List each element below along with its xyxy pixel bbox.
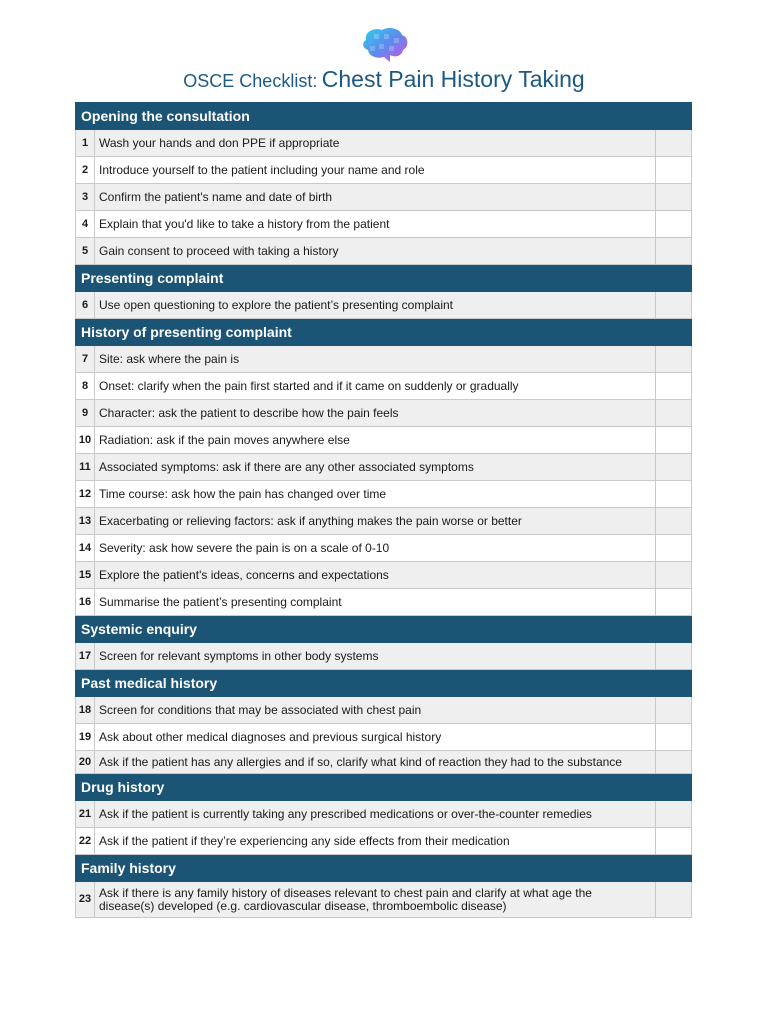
item-checkbox[interactable] bbox=[655, 801, 691, 828]
checklist-item bbox=[76, 801, 692, 828]
section-title: Systemic enquiry bbox=[76, 616, 692, 643]
checklist-item bbox=[76, 882, 692, 918]
item-text: Ask if the patient if they’re experiencing any side effects from their medication bbox=[95, 828, 656, 855]
checklist-item bbox=[76, 157, 692, 184]
title-main: Chest Pain History Taking bbox=[321, 66, 585, 92]
checklist-item bbox=[76, 562, 692, 589]
section-header bbox=[76, 616, 692, 643]
checklist-item bbox=[76, 828, 692, 855]
item-number: 12 bbox=[76, 481, 95, 508]
item-text: Exacerbating or relieving factors: ask if anything makes the pain worse or better bbox=[95, 508, 656, 535]
item-text: Gain consent to proceed with taking a history bbox=[95, 238, 656, 265]
checklist-item bbox=[76, 238, 692, 265]
item-number: 21 bbox=[76, 801, 95, 828]
item-number: 1 bbox=[76, 130, 95, 157]
item-checkbox[interactable] bbox=[655, 508, 691, 535]
checklist-item bbox=[76, 427, 692, 454]
item-text: Associated symptoms: ask if there are any other associated symptoms bbox=[95, 454, 656, 481]
section-header bbox=[76, 670, 692, 697]
item-checkbox[interactable] bbox=[655, 882, 691, 918]
item-text: Explore the patient's ideas, concerns and expectations bbox=[95, 562, 656, 589]
item-text: Wash your hands and don PPE if appropriate bbox=[95, 130, 656, 157]
item-checkbox[interactable] bbox=[655, 828, 691, 855]
item-number: 20 bbox=[76, 751, 95, 774]
checklist-item bbox=[76, 130, 692, 157]
item-number: 2 bbox=[76, 157, 95, 184]
item-number: 13 bbox=[76, 508, 95, 535]
checklist-table bbox=[75, 102, 692, 918]
item-text: Time course: ask how the pain has changed over time bbox=[95, 481, 656, 508]
item-checkbox[interactable] bbox=[655, 589, 691, 616]
checklist-item bbox=[76, 373, 692, 400]
item-text: Introduce yourself to the patient including your name and role bbox=[95, 157, 656, 184]
item-number: 10 bbox=[76, 427, 95, 454]
section-header bbox=[76, 855, 692, 882]
checklist-item bbox=[76, 697, 692, 724]
section-header bbox=[76, 319, 692, 346]
brain-logo-icon bbox=[360, 26, 410, 64]
checklist-item bbox=[76, 589, 692, 616]
item-text: Onset: clarify when the pain first started and if it came on suddenly or gradually bbox=[95, 373, 656, 400]
item-text: Site: ask where the pain is bbox=[95, 346, 656, 373]
item-number: 6 bbox=[76, 292, 95, 319]
item-checkbox[interactable] bbox=[655, 184, 691, 211]
item-checkbox[interactable] bbox=[655, 454, 691, 481]
item-text: Confirm the patient's name and date of birth bbox=[95, 184, 656, 211]
checklist-item bbox=[76, 643, 692, 670]
checklist-item bbox=[76, 346, 692, 373]
item-number: 7 bbox=[76, 346, 95, 373]
item-number: 17 bbox=[76, 643, 95, 670]
checklist-item bbox=[76, 292, 692, 319]
page-title bbox=[0, 66, 768, 93]
title-prefix: OSCE Checklist: bbox=[183, 71, 318, 91]
item-checkbox[interactable] bbox=[655, 481, 691, 508]
item-text: Ask if the patient is currently taking any prescribed medications or over-the-counter remedies bbox=[95, 801, 656, 828]
item-number: 19 bbox=[76, 724, 95, 751]
item-checkbox[interactable] bbox=[655, 562, 691, 589]
item-text: Ask if the patient has any allergies and if so, clarify what kind of reaction they had to the substance bbox=[95, 751, 656, 774]
section-header bbox=[76, 265, 692, 292]
item-checkbox[interactable] bbox=[655, 751, 691, 774]
item-checkbox[interactable] bbox=[655, 157, 691, 184]
item-checkbox[interactable] bbox=[655, 697, 691, 724]
checklist-item bbox=[76, 508, 692, 535]
checklist-item bbox=[76, 535, 692, 562]
item-checkbox[interactable] bbox=[655, 724, 691, 751]
item-number: 18 bbox=[76, 697, 95, 724]
item-checkbox[interactable] bbox=[655, 211, 691, 238]
section-title: Drug history bbox=[76, 774, 692, 801]
checklist-item bbox=[76, 751, 692, 774]
item-checkbox[interactable] bbox=[655, 400, 691, 427]
checklist-item bbox=[76, 481, 692, 508]
item-checkbox[interactable] bbox=[655, 292, 691, 319]
item-text: Ask about other medical diagnoses and previous surgical history bbox=[95, 724, 656, 751]
item-checkbox[interactable] bbox=[655, 373, 691, 400]
checklist-item bbox=[76, 400, 692, 427]
item-number: 14 bbox=[76, 535, 95, 562]
item-text: Severity: ask how severe the pain is on a scale of 0-10 bbox=[95, 535, 656, 562]
item-text: Character: ask the patient to describe how the pain feels bbox=[95, 400, 656, 427]
section-title: Past medical history bbox=[76, 670, 692, 697]
item-text: Screen for conditions that may be associated with chest pain bbox=[95, 697, 656, 724]
item-number: 5 bbox=[76, 238, 95, 265]
item-number: 8 bbox=[76, 373, 95, 400]
item-number: 22 bbox=[76, 828, 95, 855]
item-checkbox[interactable] bbox=[655, 130, 691, 157]
item-checkbox[interactable] bbox=[655, 643, 691, 670]
item-number: 11 bbox=[76, 454, 95, 481]
item-checkbox[interactable] bbox=[655, 427, 691, 454]
item-checkbox[interactable] bbox=[655, 346, 691, 373]
section-title: Presenting complaint bbox=[76, 265, 692, 292]
item-text: Screen for relevant symptoms in other body systems bbox=[95, 643, 656, 670]
item-number: 4 bbox=[76, 211, 95, 238]
section-header bbox=[76, 774, 692, 801]
section-header bbox=[76, 103, 692, 130]
item-number: 9 bbox=[76, 400, 95, 427]
item-checkbox[interactable] bbox=[655, 238, 691, 265]
item-text: Summarise the patient’s presenting complaint bbox=[95, 589, 656, 616]
checklist-item bbox=[76, 211, 692, 238]
item-text: Ask if there is any family history of diseases relevant to chest pain and clarify at what age the disease(s) developed (e.g. cardiovascular disease, thromboembolic disease) bbox=[95, 882, 656, 918]
item-text: Explain that you'd like to take a history from the patient bbox=[95, 211, 656, 238]
section-title: Opening the consultation bbox=[76, 103, 692, 130]
item-checkbox[interactable] bbox=[655, 535, 691, 562]
checklist-item bbox=[76, 454, 692, 481]
item-text: Radiation: ask if the pain moves anywhere else bbox=[95, 427, 656, 454]
item-number: 16 bbox=[76, 589, 95, 616]
section-title: Family history bbox=[76, 855, 692, 882]
item-number: 15 bbox=[76, 562, 95, 589]
item-number: 23 bbox=[76, 882, 95, 918]
checklist-item bbox=[76, 184, 692, 211]
item-number: 3 bbox=[76, 184, 95, 211]
section-title: History of presenting complaint bbox=[76, 319, 692, 346]
checklist-item bbox=[76, 724, 692, 751]
item-text: Use open questioning to explore the patient’s presenting complaint bbox=[95, 292, 656, 319]
